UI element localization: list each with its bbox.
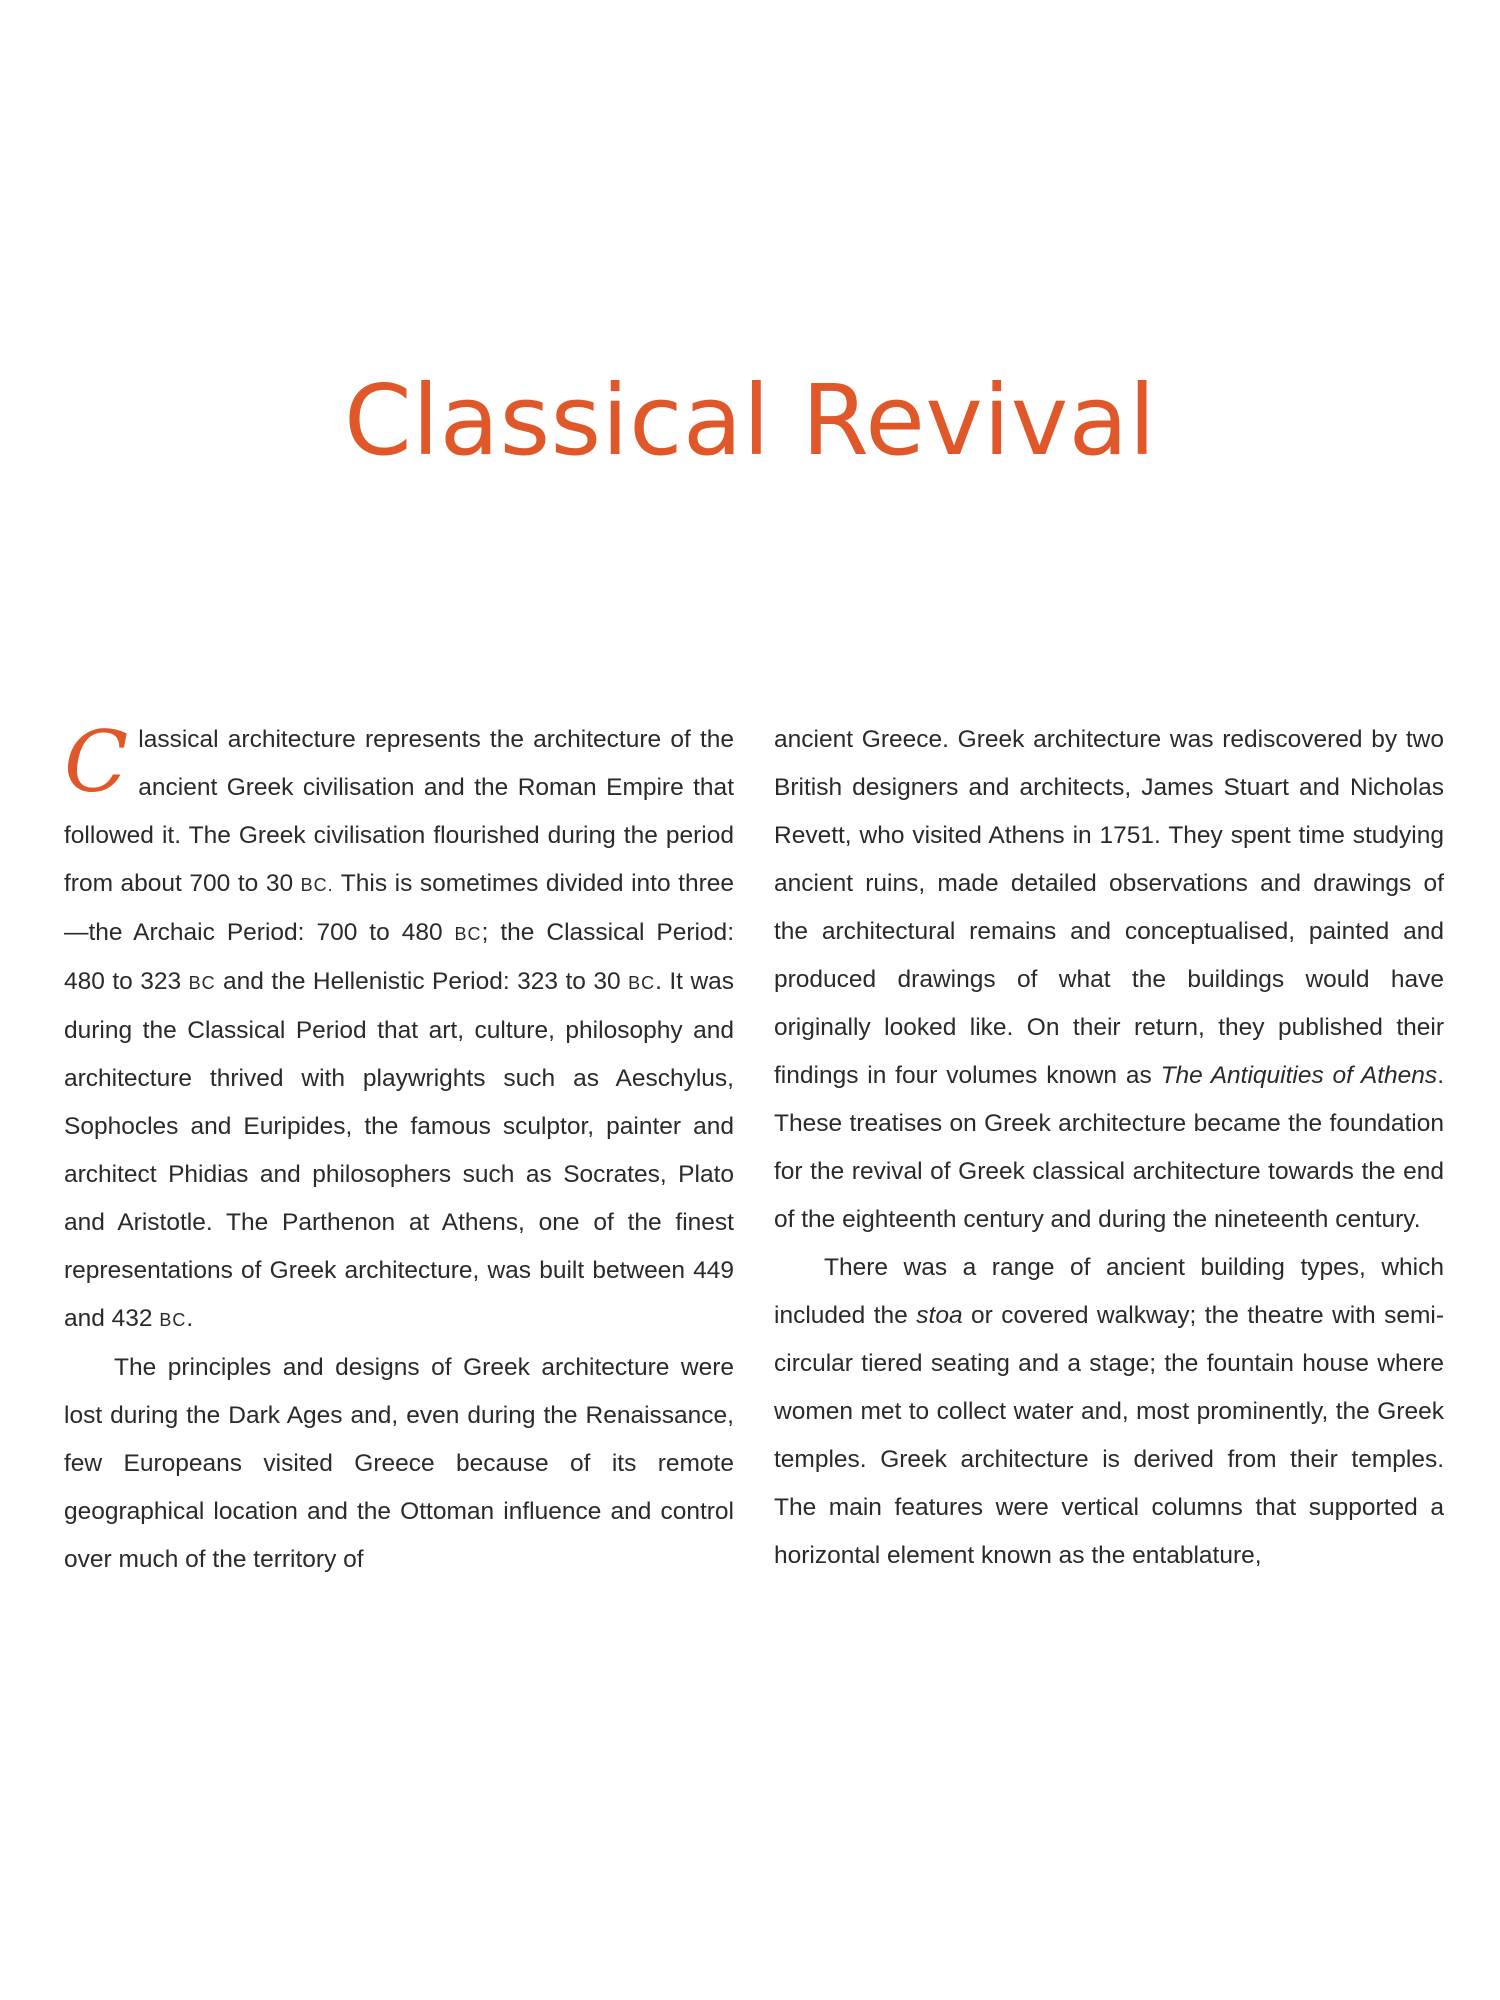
text-run: and the Hellenistic Period: 323 to 30 bbox=[215, 968, 629, 995]
era-abbreviation: BC bbox=[454, 924, 482, 944]
text-run: lassical architecture represents the architecture of the ancient Greek civilisation and the Roman Empire that followed it. The Greek civilisation flourished during the period from about 700 to 30 bbox=[64, 726, 734, 897]
text-run: . It was during the Classical Period that art, culture, philosophy and architecture thrived with playwrights such as Aeschylus, Sophocles and Euripides, the famous sculptor, painter and architect Phidias and philosophers such as Socrates, Plato and Aristotle. The Parthenon at Athens, one of the finest representations of Greek architecture, was built between 449 and 432 bbox=[64, 968, 735, 1332]
era-abbreviation: BC bbox=[188, 973, 216, 993]
text-run: . These treatises on Greek architecture became the foundation for the revival of Greek classical architecture towards the end of the eighteenth century and during the nineteenth century. bbox=[774, 1062, 1444, 1233]
page-title: Classical Revival bbox=[343, 364, 1157, 477]
body-paragraph bbox=[774, 1244, 1444, 1580]
text-run: or covered walkway; the theatre with semi-circular tiered seating and a stage; the fountain house where women met to collect water and, most prominently, the Greek temples. Greek architecture is derived from their temples. The main features were vertical columns that supported a horizontal element known as the entablature, bbox=[774, 1302, 1444, 1569]
text-run: This is sometimes divided into three—the Archaic Period: 700 to 480 bbox=[64, 870, 735, 946]
era-abbreviation: BC bbox=[159, 1310, 187, 1330]
body-paragraph: The principles and designs of Greek architecture were lost during the Dark Ages and, even during the Renaissance, few Europeans visited Greece because of its remote geographical location and the Ottoman influence and control over much of the territory of bbox=[64, 1354, 734, 1573]
era-abbreviation: BC bbox=[628, 973, 656, 993]
text-run: ; the Classical Period: 480 to 323 bbox=[64, 919, 734, 995]
book-title: The Antiquities of Athens bbox=[1160, 1062, 1438, 1089]
right-column bbox=[774, 716, 1444, 1580]
left-column bbox=[64, 713, 735, 1584]
body-paragraph bbox=[774, 716, 1444, 1244]
text-run: There was a range of ancient building types, which included the bbox=[774, 1254, 1444, 1329]
text-run: . bbox=[186, 1305, 194, 1332]
text-run: ancient Greece. Greek architecture was rediscovered by two British designers and architects, James Stuart and Nicholas Revett, who visited Athens in 1751. They spent time studying ancient ruins, made detailed observations and drawings of the architectural remains and conceptualised, painted and produced drawings of what the buildings would have originally looked like. On their return, they published their findings in four volumes known as bbox=[774, 726, 1444, 1089]
term-stoa: stoa bbox=[916, 1302, 963, 1329]
era-abbreviation: BC. bbox=[300, 875, 334, 895]
intro-paragraph bbox=[64, 713, 735, 1344]
drop-cap: C bbox=[64, 713, 129, 811]
